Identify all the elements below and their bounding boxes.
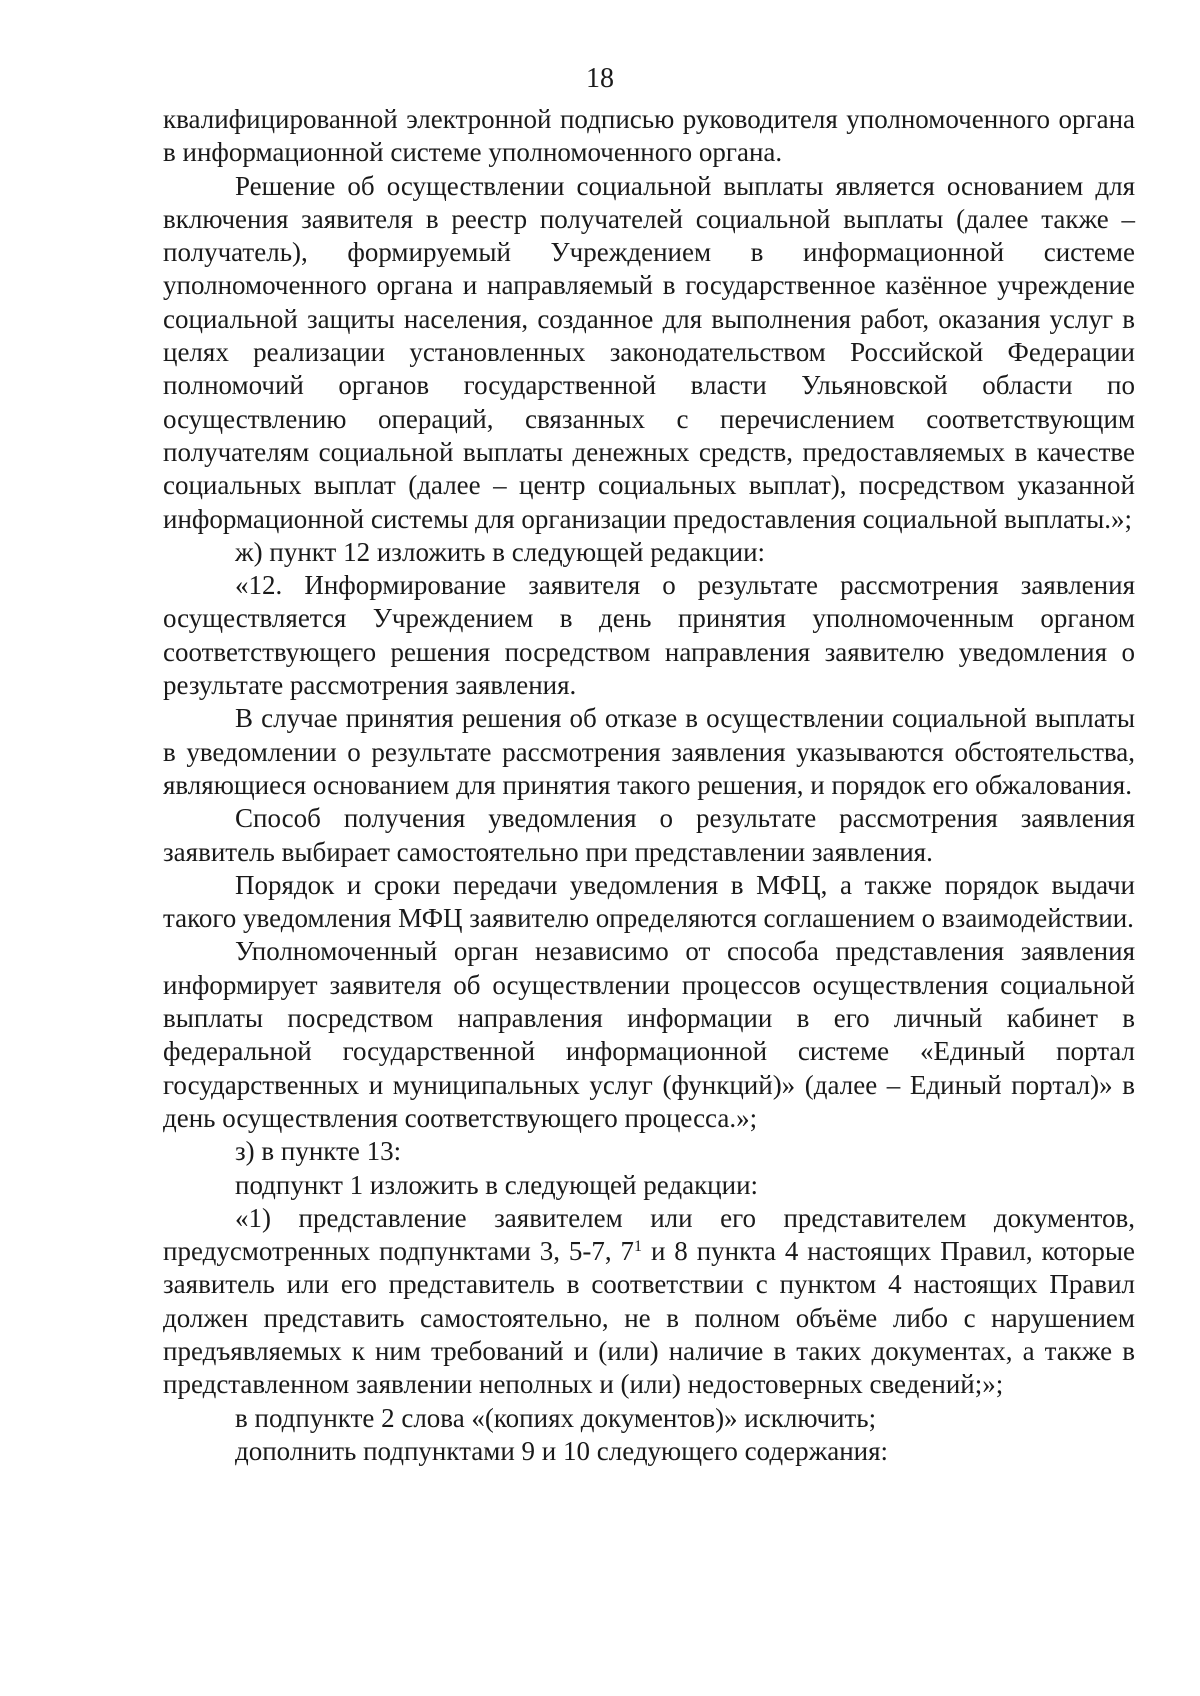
superscript: 1 bbox=[634, 1238, 643, 1256]
paragraph: ж) пункт 12 изложить в следующей редакции: bbox=[235, 536, 766, 567]
paragraph: Уполномоченный орган независимо от способа представления заявления информирует заявителя об осуществлении процессов осуществления социальной выплаты посредством направления информации в его личный кабинет в федеральной государственной информационной системе «Единый портал государственных и муниципальных услуг (функций)» (далее – Единый портал)» в день осуществления соответствующего процесса.»; bbox=[163, 936, 1135, 1133]
subitem-1-text-start: «1) представление заявителем или его представителем документов, предусмотренных подпунктами 3, 5-7, 7 bbox=[163, 1202, 1135, 1267]
paragraph: квалифицированной электронной подписью руководителя уполномоченного органа в информационной системе уполномоченного органа. bbox=[163, 104, 1135, 168]
subitem-1-text-end: и 8 пункта 4 настоящих Правил, которые заявитель или его представитель в соответствии с пунктом 4 настоящих Правил должен представить самостоятельно, не в полном объёме либо с нарушением предъявляемых к ним требований и (или) наличие в таких документах, а также в представленном заявлении неполных и (или) недостоверных сведений;»; bbox=[163, 1236, 1135, 1400]
page-number: 18 bbox=[586, 63, 614, 94]
paragraph: Порядок и сроки передачи уведомления в МФЦ, а также порядок выдачи такого уведомления МФЦ заявителю определяются соглашением о взаимодействии. bbox=[163, 869, 1135, 934]
paragraph: «12. Информирование заявителя о результате рассмотрения заявления осуществляется Учреждением в день принятия уполномоченным органом соответствующего решения посредством направления заявителю уведомления о результате рассмотрения заявления. bbox=[163, 570, 1135, 701]
paragraph: дополнить подпунктами 9 и 10 следующего содержания: bbox=[235, 1435, 889, 1466]
document-body bbox=[163, 103, 1135, 1468]
paragraph: В случае принятия решения об отказе в осуществлении социальной выплаты в уведомлении о результате рассмотрения заявления указываются обстоятельства, являющиеся основанием для принятия такого решения, и порядок его обжалования. bbox=[163, 703, 1135, 800]
paragraph: Решение об осуществлении социальной выплаты является основанием для включения заявителя в реестр получателей социальной выплаты (далее также – получатель), формируемый Учреждением в информационной системе уполномоченного органа и направляемый в государственное казённое учреждение социальной защиты населения, созданное для выполнения работ, оказания услуг в целях реализации установленных законодательством Российской Федерации полномочий органов государственной власти Ульяновской области по осуществлению операций, связанных с перечислением соответствующим получателям социальной выплаты денежных средств, предоставляемых в качестве социальных выплат (далее – центр социальных выплат), посредством указанной информационной системы для организации предоставления социальной выплаты.»; bbox=[163, 170, 1135, 534]
paragraph: в подпункте 2 слова «(копиях документов)» исключить; bbox=[235, 1402, 877, 1433]
paragraph: подпункт 1 изложить в следующей редакции: bbox=[235, 1169, 759, 1200]
paragraph: Способ получения уведомления о результате рассмотрения заявления заявитель выбирает самостоятельно при представлении заявления. bbox=[163, 803, 1135, 867]
paragraph-subitem-1 bbox=[163, 1202, 1135, 1402]
paragraph: з) в пункте 13: bbox=[235, 1136, 402, 1167]
